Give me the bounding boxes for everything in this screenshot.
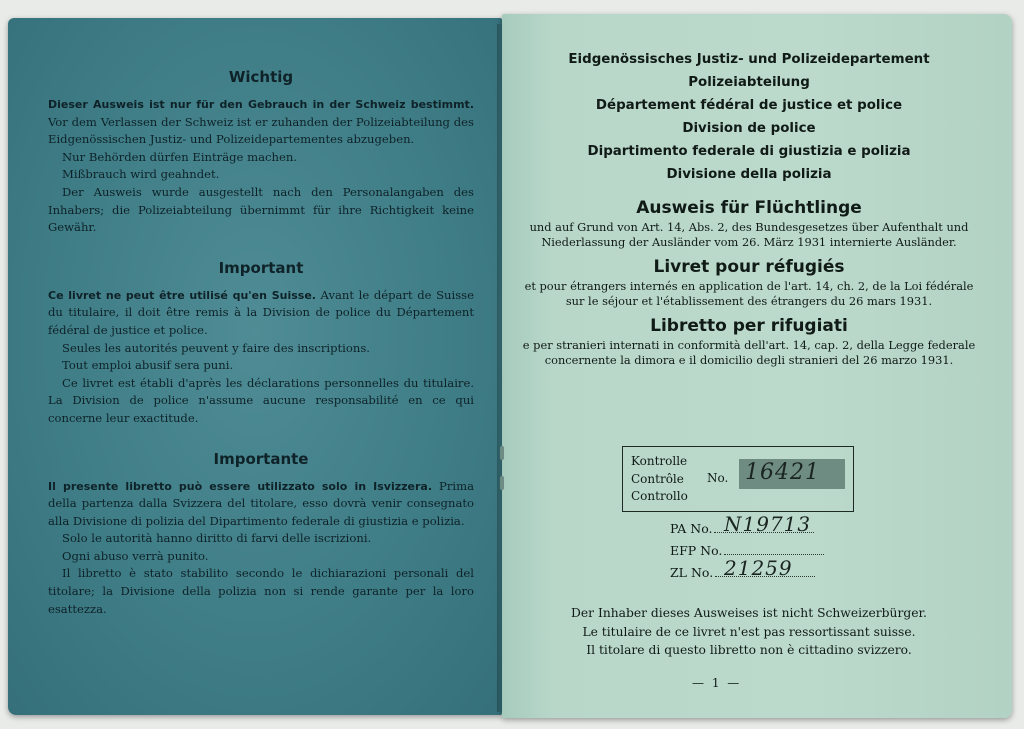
paragraph: Ce livret est établi d'après les déclarations personnelles du titulaire. La Division de police n'assume aucune responsabilité en ce qui concerne leur exactitude. <box>48 375 474 425</box>
right-page <box>502 14 1012 718</box>
paragraph: Solo le autorità hanno diritto di farvi delle iscrizioni. <box>62 531 372 546</box>
section-wichtig <box>48 68 474 237</box>
section-importante <box>48 450 474 619</box>
paragraph-lead: Il presente libretto può essere utilizzato solo in Isvizzera. <box>48 479 433 493</box>
paragraph-text: Avant le départ de Suisse du titulaire, il doit être remis à la Division de police du Département fédéral de justice et police. <box>48 287 474 337</box>
notice-line: Der Inhaber dieses Ausweises ist nicht Schweizerbürger. <box>571 606 927 620</box>
notice-line: Il titolare di questo libretto non è cittadino svizzero. <box>586 643 912 658</box>
section-title: Importante <box>213 449 309 468</box>
paragraph <box>48 478 474 531</box>
paragraph: Il libretto è stato stabilito secondo le dichiarazioni personali del titolare; la Divisione della polizia non si rende garante per la loro esattezza. <box>48 566 474 616</box>
paragraph: Nur Behörden dürfen Einträge machen. <box>62 149 297 164</box>
authority-line: Division de police <box>682 121 816 136</box>
zl-number-value: 21259 <box>724 556 793 580</box>
efp-number-label: EFP No. <box>670 543 723 558</box>
zl-number-line <box>670 556 824 586</box>
left-page <box>8 18 502 715</box>
citizenship-notice <box>522 604 976 660</box>
staple <box>500 476 504 490</box>
page-number: — 1 — <box>692 676 742 690</box>
pa-number-line <box>670 512 824 542</box>
section-important <box>48 259 474 428</box>
paragraph: Ogni abuso verrà punito. <box>62 548 209 563</box>
paragraph-text: Prima della partenza dalla Svizzera del titolare, esso dovrà venir consegnato alla Divisione di polizia del Dipartimento federale di giustizia e polizia. <box>48 478 474 528</box>
authority-line: Eidgenössisches Justiz- und Polizeidepartement <box>568 52 930 67</box>
reference-numbers <box>670 512 824 586</box>
document-subtitle-de: und auf Grund von Art. 14, Abs. 2, des Bundesgesetzes über Aufenthalt und Niederlassung der Ausländer vom 26. März 1931 internierte Ausländer. <box>529 220 969 249</box>
paragraph: Der Ausweis wurde ausgestellt nach den Personalangaben des Inhabers; die Polizeiabteilung übernimmt für ihre Richtigkeit keine Gewähr. <box>48 184 474 235</box>
control-labels <box>631 453 688 506</box>
paragraph-lead: Dieser Ausweis ist nur für den Gebrauch in der Schweiz bestimmt. <box>48 98 474 111</box>
paragraph: Mißbrauch wird geahndet. <box>62 167 220 182</box>
pa-number-label: PA No. <box>670 521 713 536</box>
control-label: Kontrolle <box>631 454 688 468</box>
document-subtitle-it: e per stranieri internati in conformità dell'art. 14, cap. 2, della Legge federale concernente la dimora e il domicilio degli stranieri del 26 marzo 1931. <box>522 338 976 367</box>
paragraph-text: Vor dem Verlassen der Schweiz ist er zuhanden der Polizeiabteilung des Eidgenössischen Justiz- und Polizeidepartementes abzugeben. <box>48 114 474 147</box>
authority-line: Département fédéral de justice et police <box>595 98 903 113</box>
paragraph: Tout emploi abusif sera puni. <box>62 358 234 373</box>
issuing-authority <box>522 48 976 186</box>
document-title-de: Ausweis für Flüchtlinge <box>636 198 862 218</box>
paragraph: Seules les autorités peuvent y faire des inscriptions. <box>62 340 370 355</box>
document-title-it: Libretto per rifugiati <box>650 316 848 337</box>
section-title: Wichtig <box>228 68 294 86</box>
control-number-box <box>622 446 854 512</box>
authority-line: Divisione della polizia <box>666 167 832 182</box>
paragraph <box>48 96 474 149</box>
document-title-fr: Livret pour réfugiés <box>653 257 845 278</box>
authority-line: Polizeiabteilung <box>688 75 810 90</box>
zl-number-label: ZL No. <box>670 565 714 580</box>
document-subtitle-fr: et pour étrangers internés en application de l'art. 14, ch. 2, de la Loi fédérale sur le séjour et l'établissement des étrangers du 26 mars 1931. <box>524 279 974 308</box>
control-label: Controllo <box>631 489 688 504</box>
staple <box>500 446 504 460</box>
pa-number-value: N19713 <box>724 512 812 536</box>
authority-line: Dipartimento federale di giustizia e polizia <box>587 144 911 159</box>
control-label: Contrôle <box>631 471 684 486</box>
paragraph <box>48 287 474 340</box>
section-title: Important <box>218 258 304 277</box>
control-number: 16421 <box>745 460 820 485</box>
paragraph-lead: Ce livret ne peut être utilisé qu'en Suisse. <box>48 288 316 302</box>
control-no-label: No. <box>707 471 729 485</box>
notice-line: Le titulaire de ce livret n'est pas ressortissant suisse. <box>582 624 916 639</box>
